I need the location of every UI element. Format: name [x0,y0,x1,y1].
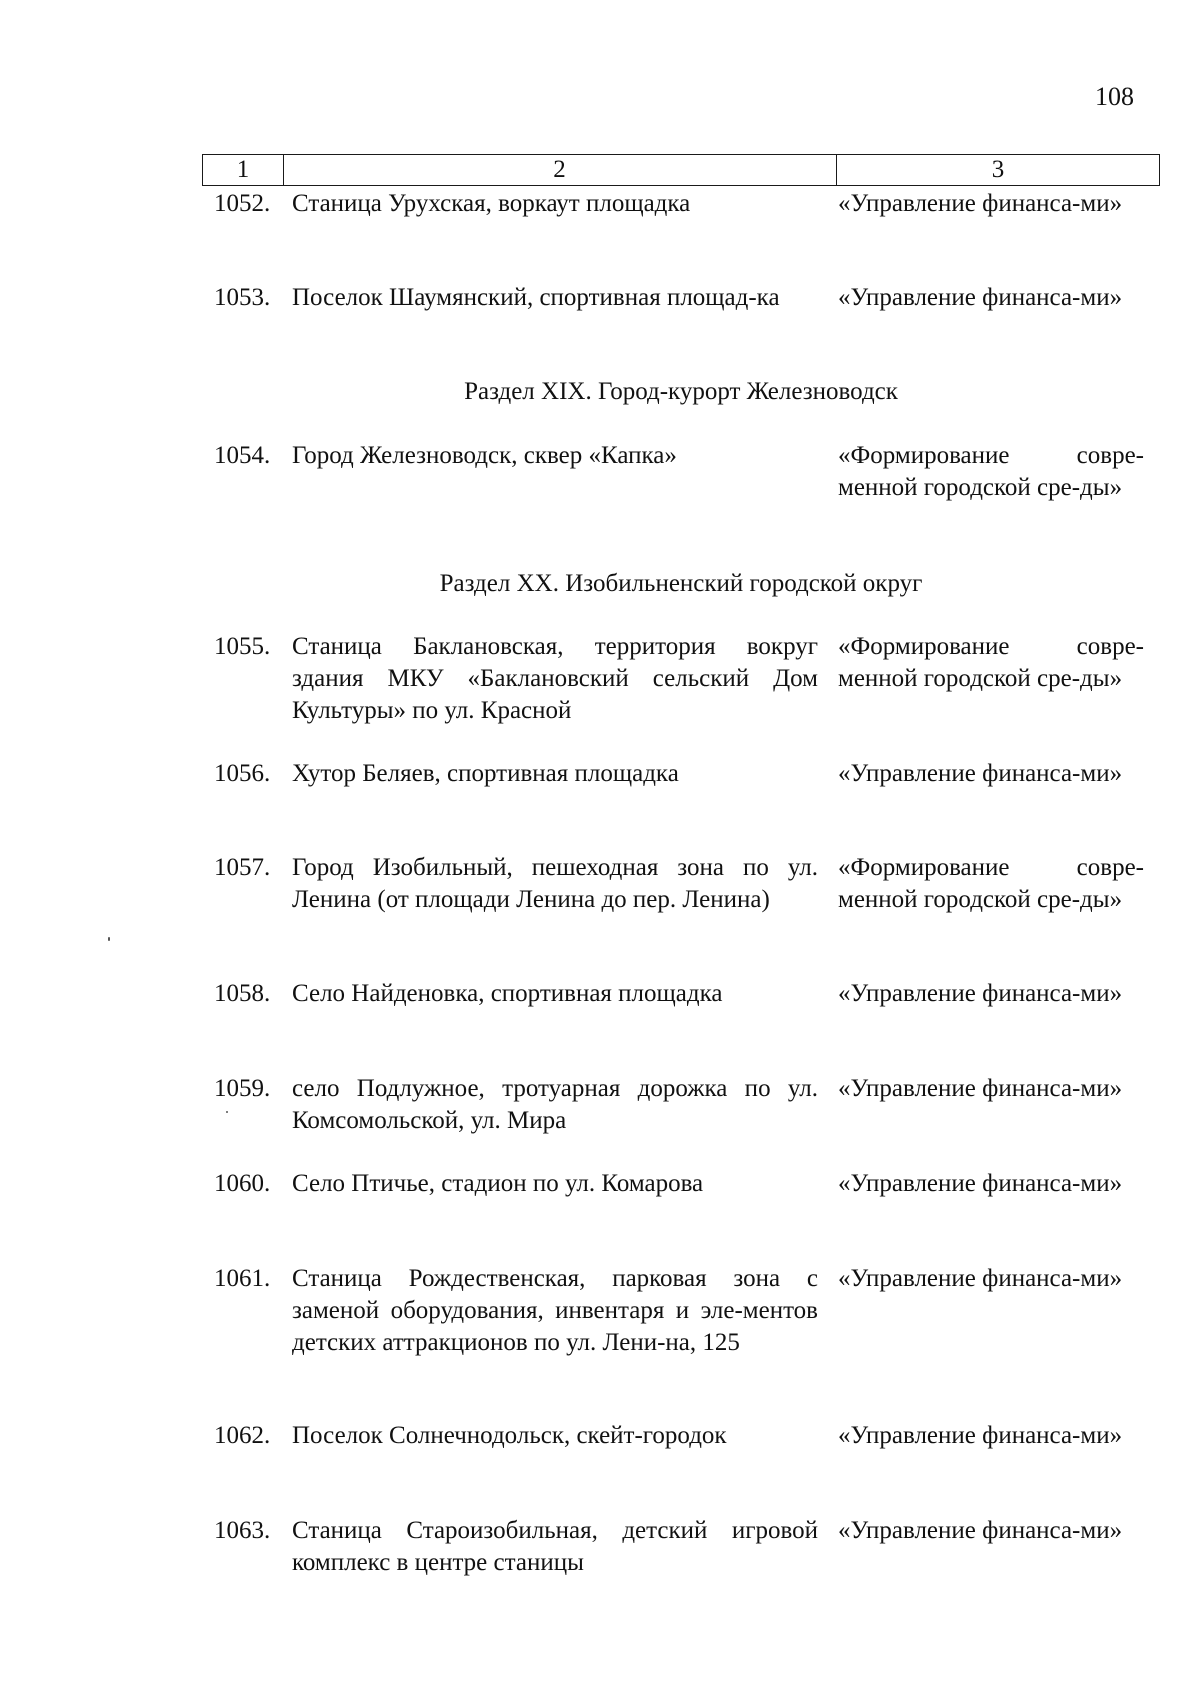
row-description: Станица Урухская, воркаут площадка [292,190,691,217]
row-description: село Подлужное, тротуарная дорожка по ул. Комсомольской, ул. Мира [292,1075,818,1134]
row-program: «Управление финанса-ми» [838,760,1123,787]
row-description: Поселок Солнечнодольск, скейт-городок [292,1422,727,1449]
row-description: Станица Рождественская, парковая зона с заменой оборудования, инвентаря и эле-ментов детских аттракционов по ул. Лени-на, 125 [292,1265,818,1356]
row-description: Село Птичье, стадион по ул. Комарова [292,1170,704,1197]
row-program: «Управление финанса-ми» [838,1170,1123,1197]
row-description: Город Изобильный, пешеходная зона по ул. Ленина (от площади Ленина до пер. Ленина) [292,854,818,913]
row-program: «Формирование совре-менной городской сре-ды» [838,442,1144,501]
row-description: Село Найденовка, спортивная площадка [292,980,723,1007]
scan-speck [226,1111,228,1113]
row-program: «Управление финанса-ми» [838,1265,1123,1292]
row-number: 1059. [214,1075,271,1102]
row-program: «Управление финанса-ми» [838,190,1123,217]
row-description: Станица Баклановская, территория вокруг здания МКУ «Баклановский сельский Дом Культуры» по ул. Красной [292,633,818,724]
column-header-1: 1 [203,155,284,185]
column-header-2: 2 [283,155,837,185]
row-number: 1063. [214,1517,271,1544]
row-program: «Формирование совре-менной городской сре-ды» [838,854,1144,913]
page-number: 108 [1095,82,1134,111]
row-description: Поселок Шаумянский, спортивная площад-ка [292,284,780,311]
row-number: 1062. [214,1422,271,1449]
row-description: Станица Староизобильная, детский игровой комплекс в центре станицы [292,1517,818,1576]
scan-speck [108,937,110,941]
row-number: 1058. [214,980,271,1007]
row-program: «Управление финанса-ми» [838,1517,1123,1544]
row-number: 1053. [214,284,271,311]
column-header-3: 3 [991,156,1005,183]
row-number: 1060. [214,1170,271,1197]
row-number: 1052. [214,190,271,217]
section-title: Раздел XIX. Город-курорт Железноводск [464,378,898,405]
section-title: Раздел XX. Изобильненский городской округ [439,570,923,597]
row-number: 1056. [214,760,271,787]
row-description: Хутор Беляев, спортивная площадка [292,760,679,787]
row-number: 1054. [214,442,271,469]
row-program: «Управление финанса-ми» [838,1075,1123,1102]
row-program: «Управление финанса-ми» [838,980,1123,1007]
row-number: 1057. [214,854,271,881]
row-program: «Управление финанса-ми» [838,1422,1123,1449]
table-header [202,154,1160,186]
row-program: «Формирование совре-менной городской сре-ды» [838,633,1144,692]
row-number: 1061. [214,1265,271,1292]
row-number: 1055. [214,633,271,660]
row-description: Город Железноводск, сквер «Капка» [292,442,677,469]
row-program: «Управление финанса-ми» [838,284,1123,311]
